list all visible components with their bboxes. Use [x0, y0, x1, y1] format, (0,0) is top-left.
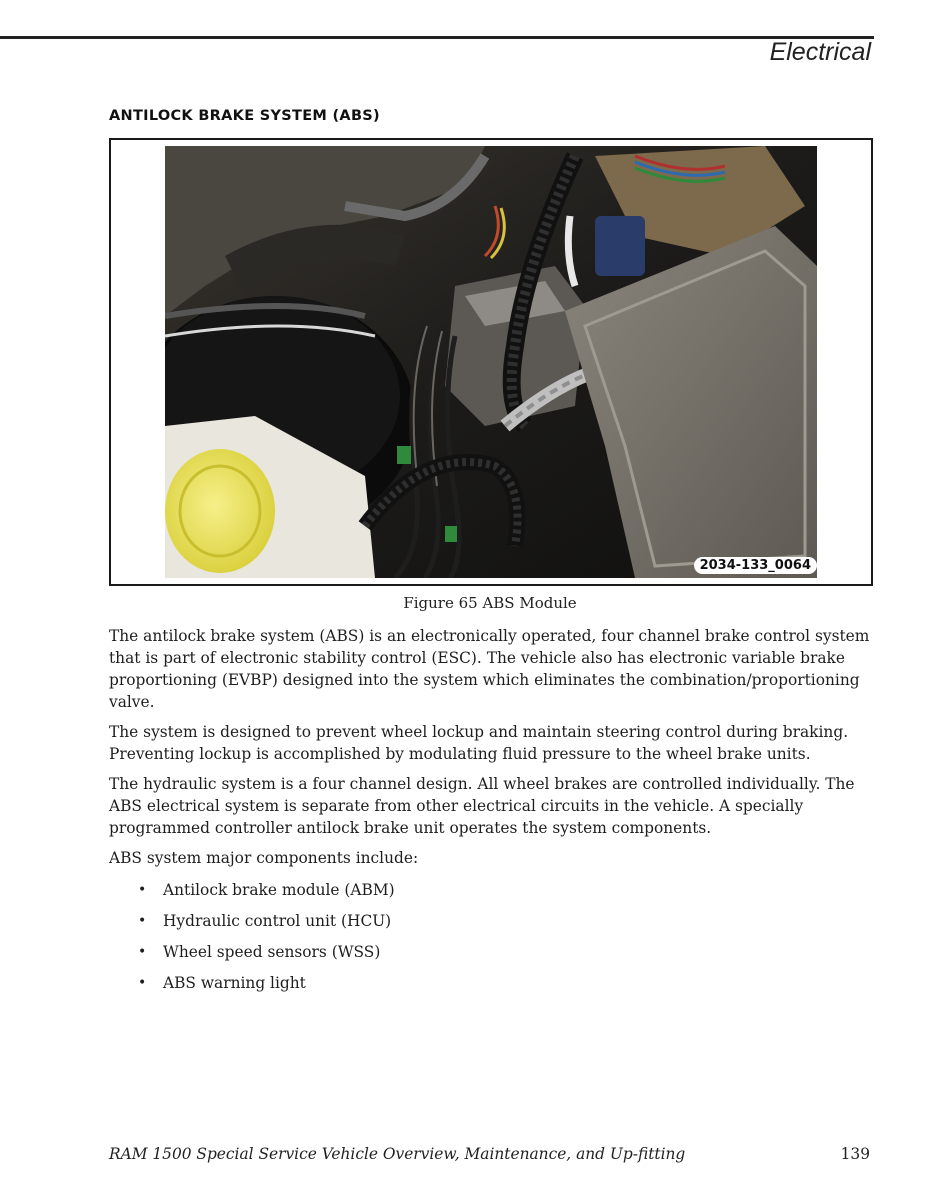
list-item: • Wheel speed sensors (WSS): [138, 943, 381, 961]
list-item: • Antilock brake module (ABM): [138, 881, 395, 899]
paragraph: The hydraulic system is a four channel design. All wheel brakes are controlled individually. The ABS electrical system is separate from other electrical circuits in the vehicle. A specially programmed controller antilock brake unit operates the system components.: [109, 775, 855, 837]
list-item: • ABS warning light: [138, 974, 306, 992]
bullet-icon: •: [138, 882, 147, 898]
page-number: 139: [840, 1145, 870, 1163]
photo-id-label: 2034-133_0064: [694, 557, 817, 574]
section-title: Electrical: [769, 38, 871, 66]
paragraph: ABS system major components include:: [109, 849, 419, 867]
bullet-icon: •: [138, 913, 147, 929]
figure-caption: Figure 65 ABS Module: [403, 594, 577, 612]
page-heading: ANTILOCK BRAKE SYSTEM (ABS): [109, 108, 380, 124]
component-list: [109, 879, 879, 994]
paragraph: The system is designed to prevent wheel lockup and maintain steering control during braking. Preventing lockup is accomplished by modulating fluid pressure to the wheel brake units.: [109, 723, 849, 763]
list-item: • Hydraulic control unit (HCU): [138, 912, 392, 930]
bullet-icon: •: [138, 975, 147, 991]
footer-title: RAM 1500 Special Service Vehicle Overview, Maintenance, and Up-fitting: [109, 1145, 686, 1163]
abs-module-photo: [165, 146, 817, 578]
bullet-icon: •: [138, 944, 147, 960]
figure-frame: [109, 138, 873, 586]
body-text: [109, 625, 879, 1003]
header-rule: [0, 36, 874, 39]
paragraph: The antilock brake system (ABS) is an electronically operated, four channel brake control system that is part of electronic stability control (ESC). The vehicle also has electronic variable brake proportioning (EVBP) designed into the system which eliminates the combination/proportioning valve.: [109, 627, 870, 711]
